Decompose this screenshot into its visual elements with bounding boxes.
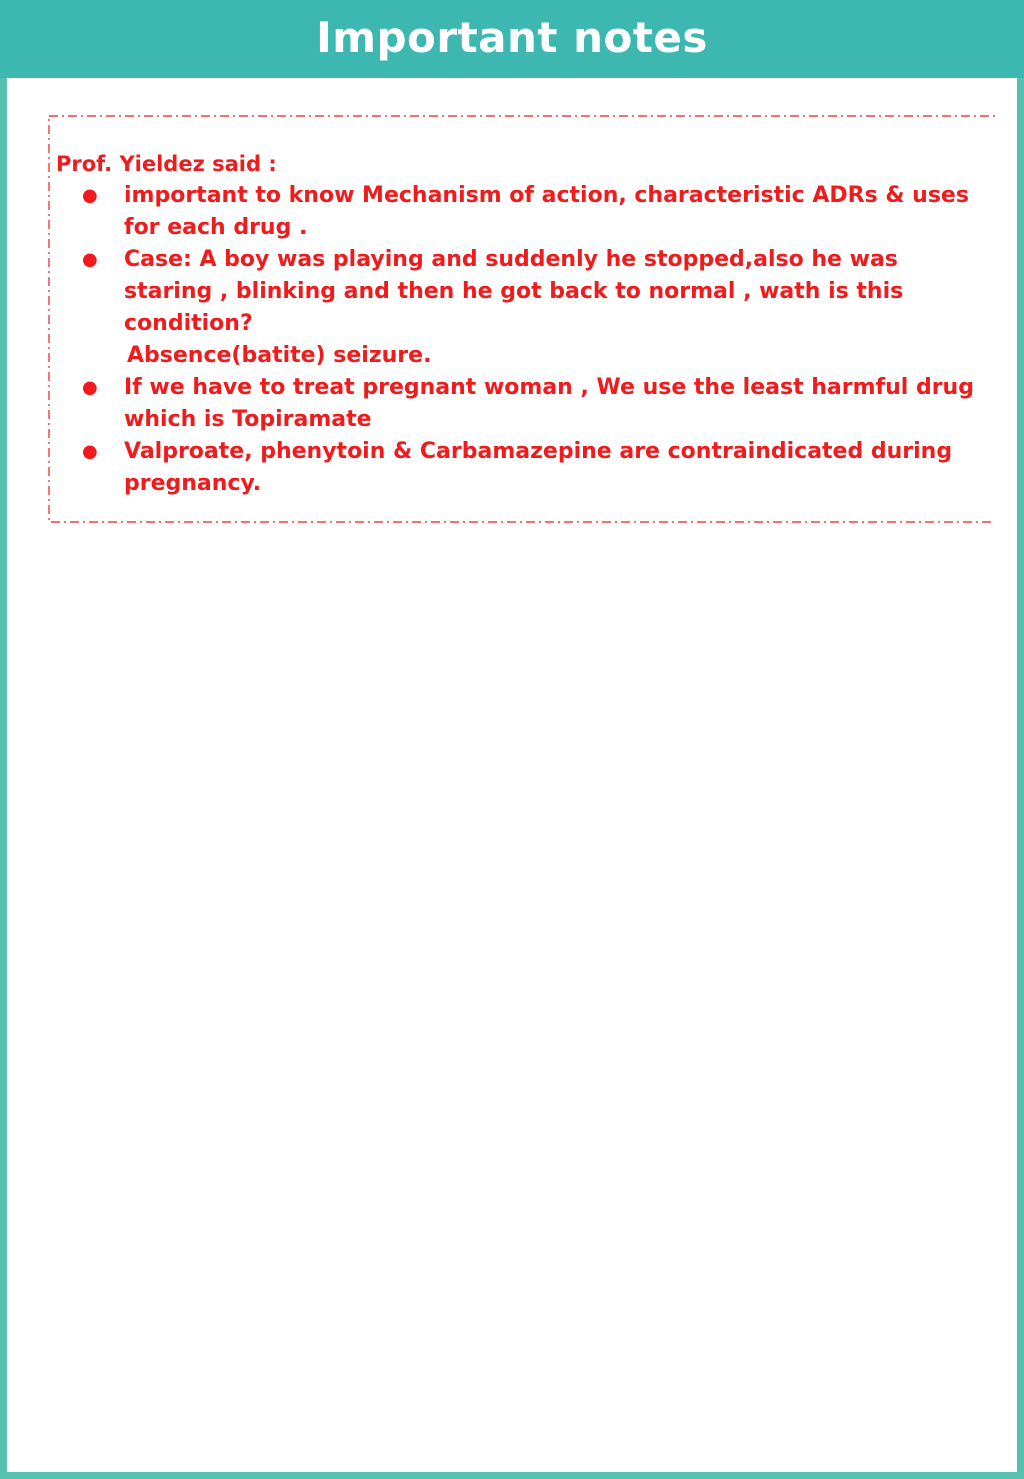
- note-text: If we have to treat pregnant woman , We use the least harmful drug which is Topiramate: [124, 375, 974, 432]
- list-item: [56, 180, 976, 244]
- bullet-icon: ●: [82, 185, 98, 206]
- important-notes-box: [42, 115, 995, 523]
- note-text: important to know Mechanism of action, characteristic ADRs & uses for each drug .: [124, 183, 969, 240]
- notes-content: [56, 148, 976, 500]
- header-bar: [0, 0, 1024, 78]
- note-text: Valproate, phenytoin & Carbamazepine are contraindicated during pregnancy.: [124, 439, 953, 496]
- bullet-icon: ●: [82, 377, 98, 398]
- notes-list: [56, 180, 976, 500]
- page-title: Important notes: [316, 12, 708, 62]
- bullet-icon: ●: [82, 441, 98, 462]
- list-item: [56, 244, 976, 340]
- case-answer: Absence(batite) seizure.: [127, 343, 432, 368]
- bullet-icon: ●: [82, 249, 98, 270]
- notes-intro: Prof. Yieldez said :: [56, 152, 277, 176]
- note-text: Case: A boy was playing and suddenly he stopped,also he was staring , blinking and then he got back to normal , wath is this condition?: [124, 247, 904, 336]
- list-item: [56, 372, 976, 436]
- list-item: [56, 436, 976, 500]
